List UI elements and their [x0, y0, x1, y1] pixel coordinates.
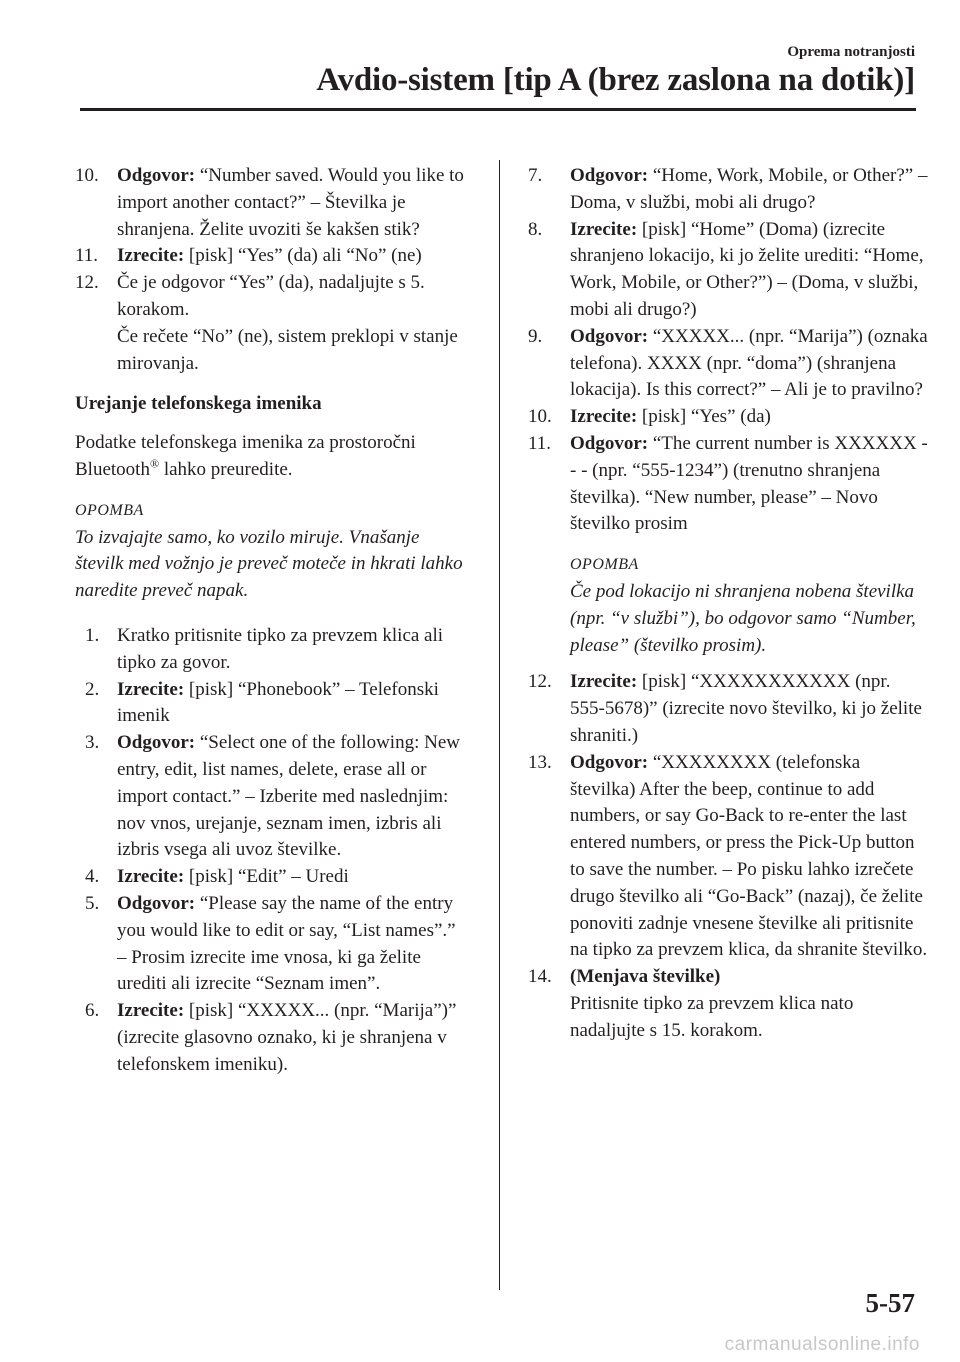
list-item: [75, 163, 465, 243]
item-label: Izrecite:: [570, 671, 638, 693]
item-text: Kratko pritisnite tipko za prevzem klica ali tipko za govor.: [117, 624, 444, 673]
list-item: [528, 750, 928, 964]
item-number: 14.: [528, 966, 552, 988]
item-text: Če je odgovor “Yes” (da), nadaljujte s 5. korakom.: [117, 272, 425, 320]
item-text: “XXXXX... (npr. “Marija”) (oznaka telefona). XXXX (npr. “doma”) (shranjena lokacija). Is this correct?” – Ali je to pravilno?: [570, 325, 928, 401]
list-item: [528, 669, 928, 749]
page-title: Avdio-sistem [tip A (brez zaslona na dotik)]: [316, 62, 915, 98]
item-label: Izrecite:: [570, 218, 638, 240]
note-text: Če pod lokacijo ni shranjena nobena številka (npr. “v službi”), bo odgovor samo “Number, please” (številko prosim).: [570, 580, 916, 656]
note-block: [528, 552, 928, 659]
item-number: 9.: [528, 325, 543, 347]
list-item: [528, 404, 928, 431]
list-item: [75, 998, 465, 1078]
item-text: [pisk] “Home” (Doma) (izrecite shranjeno lokacijo, ki jo želite urediti: “Home, Work, Mobile, or Other?”) – (Doma, v službi, mobi ali drugo?): [570, 218, 924, 320]
list-item: [75, 270, 465, 377]
item-text: [pisk] “Phonebook” – Telefonski imenik: [117, 678, 439, 727]
list-item: [528, 324, 928, 404]
item-number: 11.: [528, 432, 552, 454]
item-number: 2.: [85, 678, 100, 700]
item-label: Odgovor:: [117, 892, 196, 914]
item-text: “The current number is XXXXXX - - - (npr. “555-1234”) (trenutno shranjena številka). “New number, please” – Novo številko prosim: [570, 432, 928, 535]
item-text: “Number saved. Would you like to import another contact?” – Številka je shranjena. Želite uvoziti še kakšen stik?: [117, 165, 464, 240]
item-number: 12.: [75, 272, 99, 294]
item-label: Izrecite:: [570, 406, 638, 428]
item-text: [pisk] “XXXXX... (npr. “Marija”)” (izrecite glasovno oznako, ki je shranjena v telefonskem imeniku).: [117, 1000, 457, 1075]
item-text: Pritisnite tipko za prevzem klica nato nadaljujte s 15. korakom.: [570, 992, 854, 1041]
note-label: OPOMBA: [570, 556, 639, 574]
item-label: Odgovor:: [117, 165, 196, 186]
list-item: [528, 217, 928, 324]
item-number: 4.: [85, 866, 100, 888]
item-text: [pisk] “XXXXXXXXXXX (npr. 555-5678)” (izrecite novo številko, ki jo želite shraniti.): [570, 671, 922, 746]
item-text-continued: Če rečete “No” (ne), sistem preklopi v stanje mirovanja.: [117, 325, 458, 374]
item-number: 10.: [528, 406, 552, 428]
list-item: [75, 730, 465, 864]
item-text: “Select one of the following: New entry, edit, list names, delete, erase all or import contact.” – Izberite med naslednjim: nov vnos, urejanje, seznam imen, izbris ali izbris vsega ali uvoz številke.: [117, 732, 460, 861]
list-item: [75, 891, 465, 998]
item-label: Izrecite:: [117, 245, 185, 267]
item-label: (Menjava številke): [570, 966, 721, 988]
item-text: “Please say the name of the entry you would like to edit or say, “List names”.” – Prosim izrecite ime vnosa, ki ga želite urediti ali izrecite “Seznam imen”.: [117, 892, 456, 995]
item-number: 6.: [85, 1000, 100, 1022]
item-text: [pisk] “Edit” – Uredi: [184, 866, 349, 888]
item-number: 5.: [85, 892, 100, 914]
right-column: [528, 163, 928, 1045]
column-divider: [499, 160, 500, 1290]
item-label: Odgovor:: [570, 165, 649, 186]
registered-mark: ®: [149, 456, 160, 471]
item-number: 7.: [528, 165, 543, 186]
intro-paragraph: Podatke telefonskega imenika za prostoročni Bluetooth® lahko preuredite.: [75, 432, 416, 480]
item-number: 13.: [528, 751, 552, 773]
item-number: 11.: [75, 245, 99, 267]
item-number: 10.: [75, 165, 99, 186]
item-label: Izrecite:: [117, 678, 185, 700]
item-text: [pisk] “Yes” (da) ali “No” (ne): [184, 245, 422, 267]
list-item: [528, 431, 928, 538]
list-item: [75, 623, 465, 677]
list-item: [528, 964, 928, 1044]
item-label: Izrecite:: [117, 866, 185, 888]
list-item: [75, 243, 465, 270]
section-heading: Urejanje telefonskega imenika: [75, 393, 322, 415]
item-number: 1.: [85, 624, 100, 646]
header-rule: [80, 108, 916, 111]
item-label: Odgovor:: [570, 325, 649, 347]
left-column: [75, 163, 465, 1079]
note-label: OPOMBA: [75, 501, 144, 519]
watermark: carmanualsonline.info: [724, 1334, 920, 1355]
item-label: Odgovor:: [117, 732, 196, 754]
section-name: Oprema notranjosti: [787, 44, 915, 60]
item-number: 8.: [528, 218, 543, 240]
item-text: [pisk] “Yes” (da): [637, 406, 771, 428]
item-label: Odgovor:: [570, 751, 649, 773]
item-label: Odgovor:: [570, 432, 649, 454]
note-text: To izvajajte samo, ko vozilo miruje. Vnašanje številk med vožnjo je preveč moteče in hkrati lahko naredite preveč napak.: [75, 526, 463, 602]
list-item: [75, 677, 465, 731]
page-number: 5-57: [865, 1288, 915, 1318]
item-label: Izrecite:: [117, 1000, 185, 1022]
list-item: [75, 864, 465, 891]
item-number: 3.: [85, 732, 100, 754]
item-text: “XXXXXXXX (telefonska številka) After the beep, continue to add numbers, or say Go-Back to re-enter the last entered numbers, or press the Pick-Up button to save the number. – Po pisku lahko izrečete drugo številko ali “Go-Back” (nazaj), če želite ponoviti zadnje vnesene številke ali pritisnite na tipko za prevzem klica, da shranite številko.: [570, 751, 928, 961]
list-item: [528, 163, 928, 217]
item-number: 12.: [528, 671, 552, 693]
item-text: “Home, Work, Mobile, or Other?” – Doma, v službi, mobi ali drugo?: [570, 165, 928, 213]
